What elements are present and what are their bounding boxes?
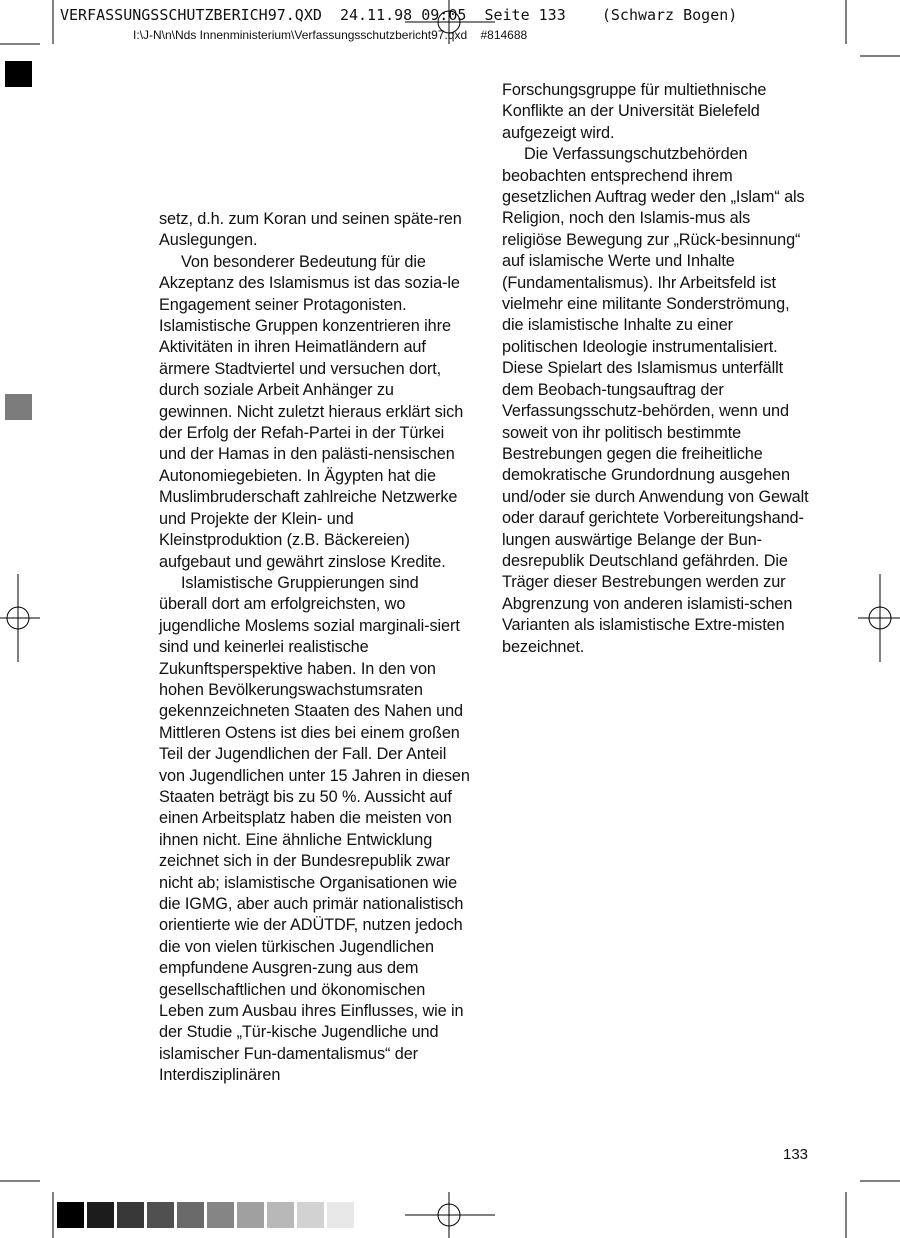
paragraph: Forschungsgruppe für multiethnische Konflikte an der Universität Bielefeld aufgezeigt wird.	[502, 81, 767, 142]
file-path: I:\J-N\n\Nds Innenministerium\Verfassungsschutzbericht97.qxd #814688	[133, 28, 528, 42]
gray-swatch	[237, 1202, 264, 1228]
paragraph: Von besonderer Bedeutung für die Akzeptanz des Islamismus ist das sozia-le Engagement seiner Protagonisten. Islamistische Gruppen konzentrieren ihre Aktivitäten in ihren Heimatländern auf ärmere Stadtviertel und versuchen dort, durch soziale Arbeit Anhänger zu gewinnen. Nicht zuletzt hieraus erklärt sich der Erfolg der Refah-Partei in der Türkei und der Hamas in den palästi-nensischen Autonomiegebieten. In Ägypten hat die Muslimbruderschaft zahlreiche Netzwerke und Projekte der Klein- und Kleinstproduktion (z.B. Bäckereien) aufgebaut und gewährt zinslose Kredite.	[159, 252, 464, 571]
gray-swatch	[147, 1202, 174, 1228]
gray-swatch	[207, 1202, 234, 1228]
gray-swatch	[87, 1202, 114, 1228]
left-column	[159, 209, 471, 1087]
paragraph: setz, d.h. zum Koran und seinen späte-ren Auslegungen.	[159, 210, 462, 250]
gray-swatch	[57, 1202, 84, 1228]
gray-swatch	[297, 1202, 324, 1228]
right-column	[502, 80, 812, 658]
gray-swatch	[267, 1202, 294, 1228]
page-number: 133	[783, 1146, 809, 1163]
gray-swatch	[327, 1202, 354, 1228]
file-header: VERFASSUNGSSCHUTZBERICH97.QXD 24.11.98 09:05 Seite 133 (Schwarz Bogen)	[60, 6, 738, 24]
paragraph: Islamistische Gruppierungen sind überall dort am erfolgreichsten, wo jugendliche Moslems sozial marginali-siert sind und keinerlei realistische Zukunftsperspektive haben. In den von hohen Bevölkerungswachstumsraten gekennzeichneten Staaten des Nahen und Mittleren Ostens ist dies bei einem großen Teil der Jugendlichen der Fall. Der Anteil von Jugendlichen unter 15 Jahren in diesen Staaten beträgt bis zu 50 %. Aussicht auf einen Arbeitsplatz haben die meisten von ihnen nicht. Eine ähnliche Entwicklung zeichnet sich in der Bundesrepublik zwar nicht ab; islamistische Organisationen wie die IGMG, aber auch primär nationalistisch orientierte wie der ADÜTDF, nutzen jedoch die von vielen türkischen Jugendlichen empfundene Ausgren-zung aus dem gesellschaftlichen und ökonomischen Leben zum Ausbau ihres Einflusses, wie in der Studie „Tür-kische Jugendliche und islamischer Fun-damentalismus“ der Interdisziplinären	[159, 573, 470, 1085]
gray-swatch	[177, 1202, 204, 1228]
paragraph: Die Verfassungschutzbehörden beobachten entsprechend ihrem gesetzlichen Auftrag weder den „Islam“ als Religion, noch den Islamis-mus als religiöse Bewegung zur „Rück-besinnung“ auf islamische Werte und Inhalte (Fundamentalismus). Ihr Arbeitsfeld ist vielmehr eine militante Sonderströmung, die islamistische Inhalte zu einer politischen Ideologie instrumentalisiert. Diese Spielart des Islamismus unterfällt dem Beobach-tungsauftrag der Verfassungsschutz-behörden, wenn und soweit von ihr politisch bestimmte Bestrebungen gegen die freiheitliche demokratische Grundordnung ausgehen und/oder sie durch Anwendung von Gewalt oder darauf gerichtete Vorbereitungshand-lungen auswärtige Belange der Bun-desrepublik Deutschland gefährden. Die Träger dieser Bestrebungen werden zur Abgrenzung von anderen islamisti-schen Varianten als islamistische Extre-misten bezeichnet.	[502, 145, 809, 656]
gray-swatch	[117, 1202, 144, 1228]
